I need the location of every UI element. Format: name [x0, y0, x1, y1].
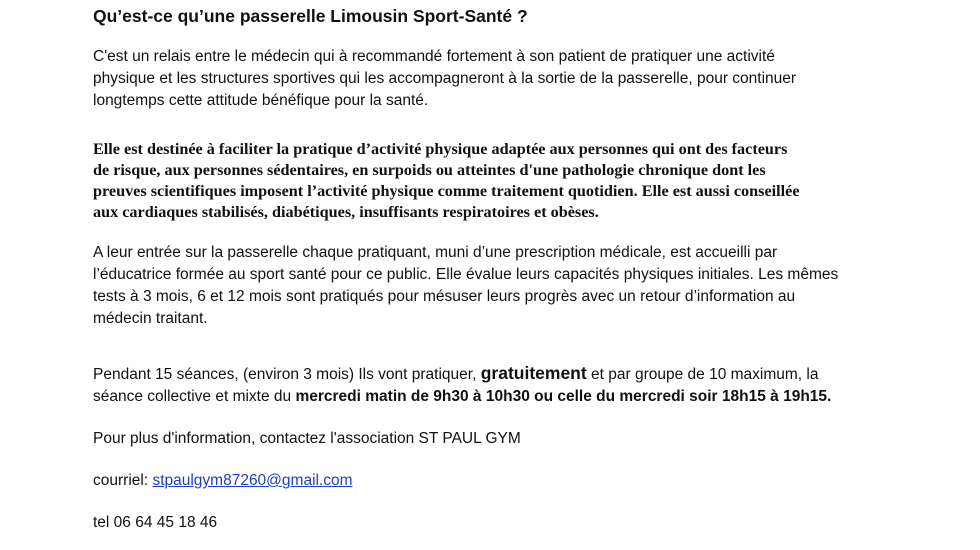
para4-line1	[93, 362, 818, 386]
para3-line: l’éducatrice formée au sport santé pour ce public. Elle évalue leurs capacités physiques initiales. Les mêmes	[93, 266, 839, 283]
para3-line: médecin traitant.	[93, 310, 208, 327]
email-link[interactable]: stpaulgym87260@gmail.com	[152, 472, 353, 489]
para3-line: tests à 3 mois, 6 et 12 mois sont pratiqués pour mésuser leurs progrès avec un retour d’information au	[93, 288, 796, 305]
page-title: Qu’est-ce qu’une passerelle Limousin Sport-Santé ?	[93, 6, 528, 26]
schedule-emphasis: mercredi matin de 9h30 à 10h30 ou celle du mercredi soir 18h15 à 19h15.	[295, 388, 832, 405]
para3-line: A leur entrée sur la passerelle chaque pratiquant, muni d’une prescription médicale, est accueilli par	[93, 244, 778, 261]
email-label: courriel:	[93, 472, 153, 489]
para4-text: séance collective et mixte du	[93, 388, 296, 405]
phone-line: tel 06 64 45 18 46	[93, 514, 218, 531]
para2-line: Elle est destinée à faciliter la pratique d’activité physique adaptée aux personnes qui ont des facteurs	[93, 140, 788, 158]
para2-line: de risque, aux personnes sédentaires, en surpoids ou atteintes d'une pathologie chronique dont les	[93, 161, 766, 179]
para1-line: longtemps cette attitude bénéfique pour la santé.	[93, 92, 429, 109]
contact-info: Pour plus d'information, contactez l'association ST PAUL GYM	[93, 430, 521, 447]
para4-line2	[93, 386, 831, 408]
para4-text: Pendant 15 séances, (environ 3 mois) Ils vont pratiquer,	[93, 366, 481, 383]
gratuitement-emphasis: gratuitement	[480, 363, 587, 383]
email-line	[93, 470, 353, 492]
para2-line: preuves scientifiques imposent l’activité physique comme traitement quotidien. Elle est aussi conseillée	[93, 182, 800, 200]
para2-line: aux cardiaques stabilisés, diabétiques, insuffisants respiratoires et obèses.	[93, 203, 599, 221]
para1-line: physique et les structures sportives qui les accompagneront à la sortie de la passerelle, pour continuer	[93, 70, 797, 87]
para1-line: C'est un relais entre le médecin qui à recommandé fortement à son patient de pratiquer une activité	[93, 48, 775, 65]
para4-text: et par groupe de 10 maximum, la	[586, 366, 819, 383]
